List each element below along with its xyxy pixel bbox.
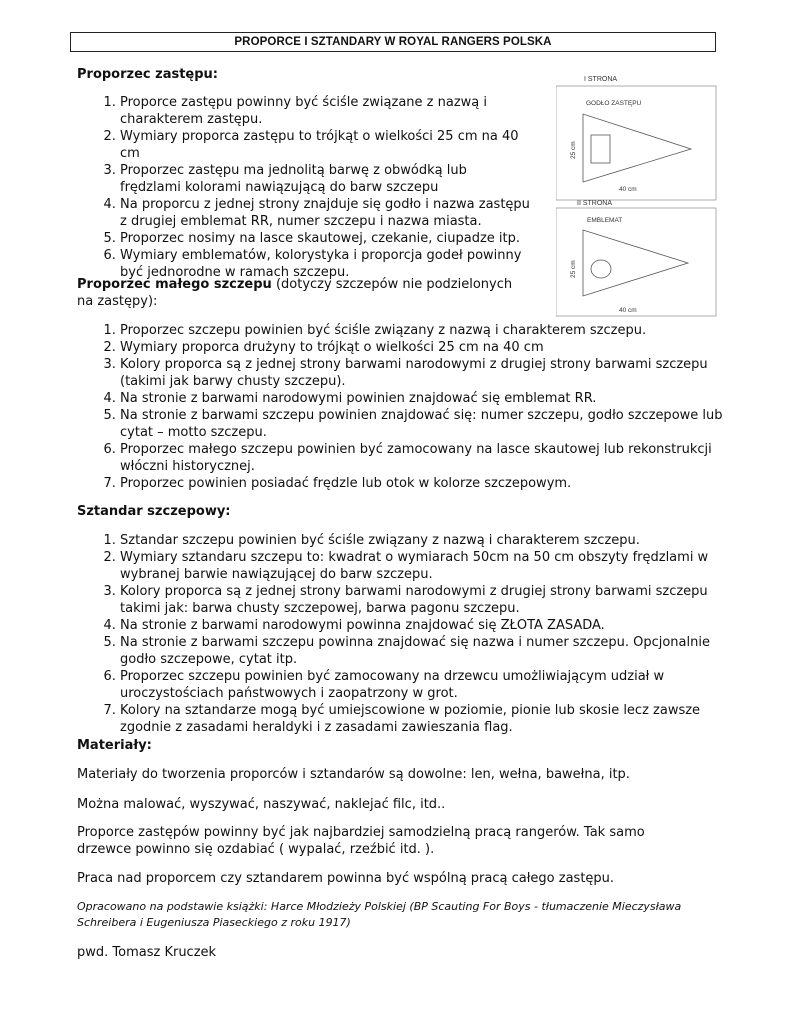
section2-heading-note: (dotyczy szczepów nie podzielonych na zastępy):: [77, 277, 513, 309]
section3-heading: Sztandar szczepowy:: [77, 504, 231, 519]
side1-emblem-label: GODŁO ZASTĘPU: [586, 100, 642, 107]
section3-list: [77, 532, 732, 736]
side1-emblem-box: [591, 135, 610, 163]
pennant-diagram: [556, 70, 721, 320]
side2-height-label: 25 cm: [570, 260, 577, 278]
source-note: Opracowano na podstawie książki: Harce Młodzieży Polskiej (BP Scauting For Boys - tłumaczenie Mieczysława Schreibera i Eugeniusza Piaseckiego z roku 1917): [77, 900, 682, 929]
side2-label: II STRONA: [577, 200, 613, 207]
list-item: 1. Proporce zastępu powinny być ściśle związane z nazwą i charakterem zastępu.: [120, 94, 530, 128]
materials-paragraph: Materiały do tworzenia proporców i sztandarów są dowolne: len, wełna, bawełna, itp.: [77, 767, 630, 782]
materials-paragraph: Proporce zastępów powinny być jak najbardziej samodzielną pracą rangerów. Tak samo drzewce powinno się ozdabiać ( wypalać, rzeźbić itd. ).: [77, 825, 645, 857]
side2-emblem-circle: [591, 260, 611, 278]
materials-paragraph: Praca nad proporcem czy sztandarem powinna być wspólną pracą całego zastępu.: [77, 871, 615, 886]
list-item: 4. Na stronie z barwami narodowymi powinien znajdować się emblemat RR.: [120, 390, 732, 407]
author: pwd. Tomasz Kruczek: [77, 945, 217, 960]
materials-paragraph: Można malować, wyszywać, naszywać, naklejać filc, itd..: [77, 797, 446, 812]
list-item: 5. Na stronie z barwami szczepu powinien znajdować się: numer szczepu, godło szczepowe lub cytat – motto szczepu.: [120, 407, 732, 441]
list-item: 2. Wymiary proporca zastępu to trójkąt o wielkości 25 cm na 40 cm: [120, 128, 530, 162]
side1-width-label: 40 cm: [619, 186, 637, 193]
list-item: 1. Sztandar szczepu powinien być ściśle związany z nazwą i charakterem szczepu.: [120, 532, 732, 549]
list-item: 1. Proporzec szczepu powinien być ściśle związany z nazwą i charakterem szczepu.: [120, 322, 732, 339]
list-item: 2. Wymiary sztandaru szczepu to: kwadrat o wymiarach 50cm na 50 cm obszyty frędzlami w wybranej barwie nawiązującej do barw szczepu.: [120, 549, 732, 583]
list-item: 6. Proporzec szczepu powinien być zamocowany na drzewcu umożliwiającym udział w uroczystościach państwowych i zaopatrzony w grot.: [120, 668, 732, 702]
list-item: 3. Kolory proporca są z jednej strony barwami narodowymi z drugiej strony barwami szczepu (takimi jak barwy chusty szczepu).: [120, 356, 732, 390]
side2-width-label: 40 cm: [619, 307, 637, 314]
list-item: 4. Na stronie z barwami narodowymi powinna znajdować się ZŁOTA ZASADA.: [120, 617, 732, 634]
list-item: 5. Proporzec nosimy na lasce skautowej, czekanie, ciupadze itp.: [120, 230, 530, 247]
list-item: 2. Wymiary proporca drużyny to trójkąt o wielkości 25 cm na 40 cm: [120, 339, 732, 356]
list-item: 6. Proporzec małego szczepu powinien być zamocowany na lasce skautowej lub rekonstrukcji włóczni historycznej.: [120, 441, 732, 475]
section2-list: [77, 322, 732, 492]
side1-label: I STRONA: [584, 76, 618, 83]
side1-height-label: 25 cm: [570, 141, 577, 159]
section2-heading-bold: Proporzec małego szczepu: [77, 277, 272, 292]
list-item: 5. Na stronie z barwami szczepu powinna znajdować się nazwa i numer szczepu. Opcjonalnie godło szczepowe, cytat itp.: [120, 634, 732, 668]
section2-heading: [77, 276, 517, 310]
section1-list: [77, 94, 530, 281]
list-item: 6. Wymiary emblematów, kolorystyka i proporcja godeł powinny być jednorodne w ramach szczepu.: [120, 247, 530, 281]
list-item: 7. Kolory na sztandarze mogą być umiejscowione w poziomie, pionie lub skosie lecz zawsze zgodnie z zasadami heraldyki i z zasadami zawieszania flag.: [120, 702, 732, 736]
side2-frame: [556, 208, 716, 316]
document-title: PROPORCE I SZTANDARY W ROYAL RANGERS POLSKA: [70, 32, 716, 52]
materials-heading: Materiały:: [77, 738, 152, 753]
section1-heading: Proporzec zastępu:: [77, 67, 219, 82]
list-item: 7. Proporzec powinien posiadać frędzle lub otok w kolorze szczepowym.: [120, 475, 732, 492]
side1-pennant: [583, 114, 691, 182]
list-item: 4. Na proporcu z jednej strony znajduje się godło i nazwa zastępu z drugiej emblemat RR, numer szczepu i nazwa miasta.: [120, 196, 530, 230]
side2-emblem-label: EMBLEMAT: [587, 217, 623, 224]
side2-pennant: [583, 230, 688, 296]
list-item: 3. Proporzec zastępu ma jednolitą barwę z obwódką lub frędzlami kolorami nawiązującą do barw szczepu: [120, 162, 530, 196]
list-item: 3. Kolory proporca są z jednej strony barwami narodowymi z drugiej strony barwami szczepu takimi jak: barwa chusty szczepowej, barwa pagonu szczepu.: [120, 583, 732, 617]
